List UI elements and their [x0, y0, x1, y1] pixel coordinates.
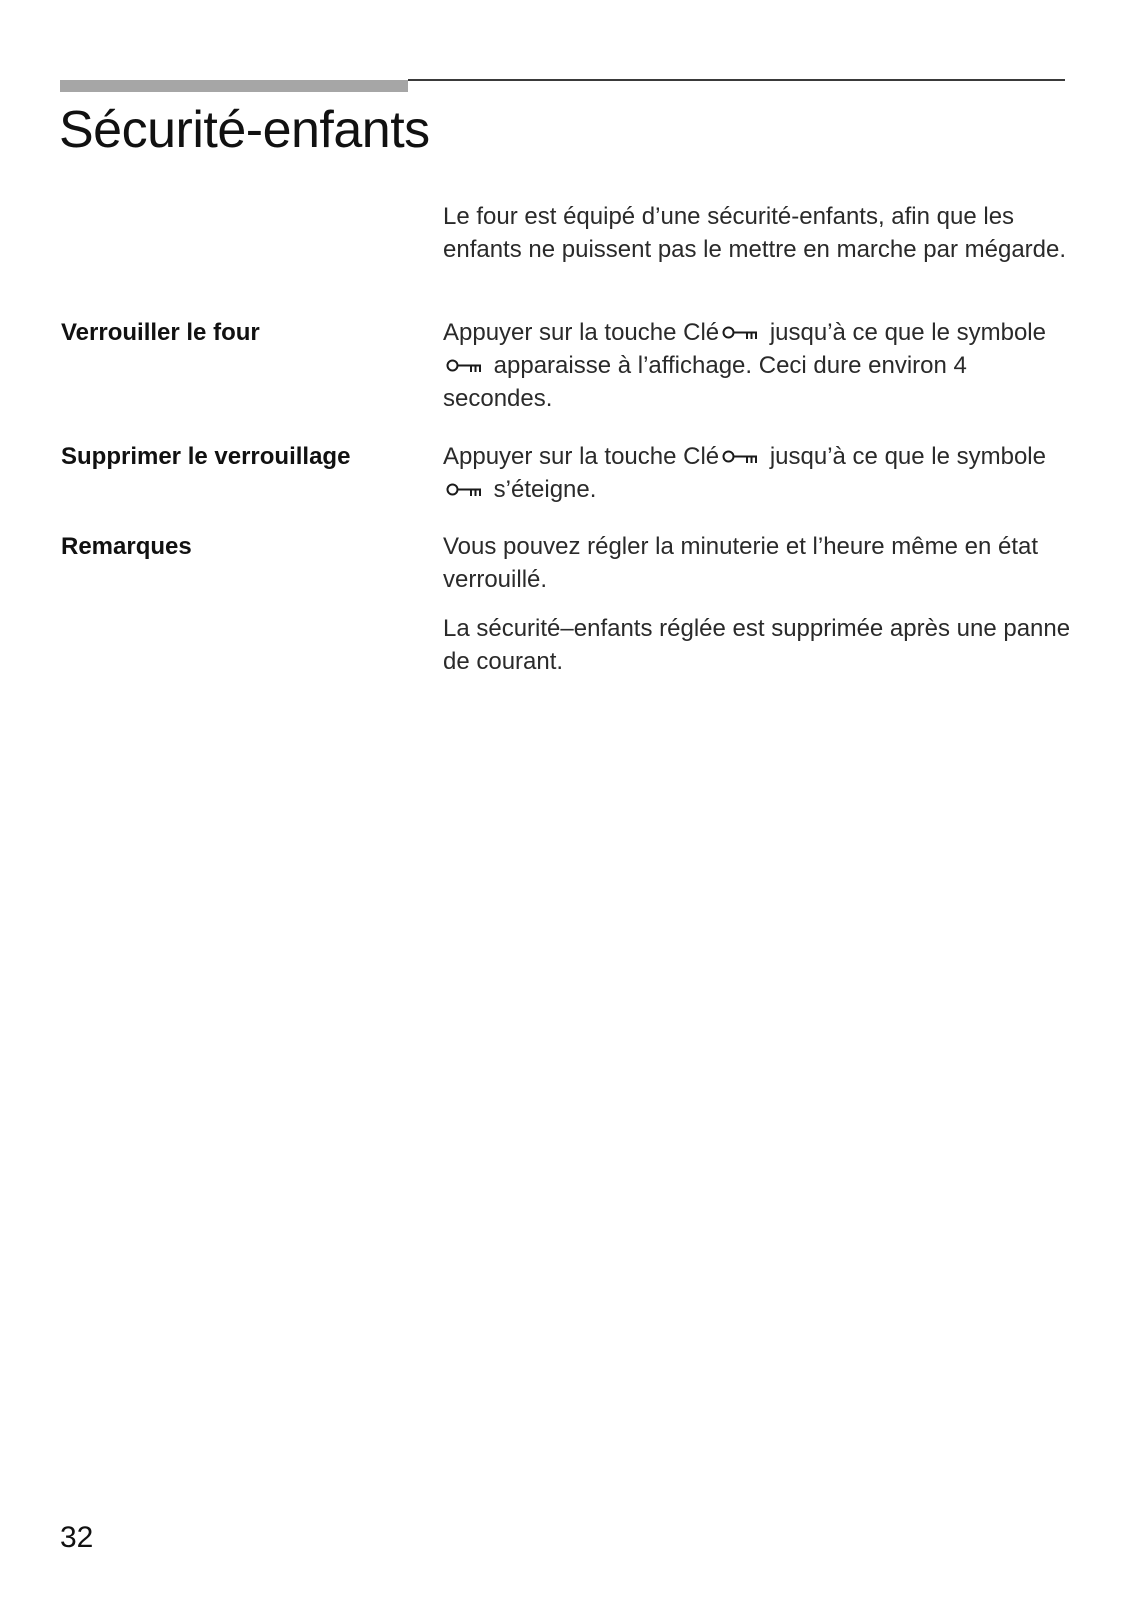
section-label-remarks: Remarques	[61, 533, 192, 560]
remark-paragraph-2: La sécurité–enfants réglée est supprimée après une panne de courant.	[443, 615, 1071, 675]
text-part: s’éteigne.	[487, 476, 597, 503]
key-icon	[722, 449, 759, 464]
text-part: jusqu’à ce que le symbole	[763, 319, 1046, 346]
intro-paragraph: Le four est équipé d’une sécurité-enfants, afin que les enfants ne puissent pas le mettre en marche par mégarde.	[443, 203, 1067, 263]
remark-paragraph-1: Vous pouvez régler la minuterie et l’heure même en état verrouillé.	[443, 533, 1038, 593]
text-part: jusqu’à ce que le symbole	[763, 443, 1046, 470]
section-text-unlock	[443, 440, 1073, 506]
page-title: Sécurité-enfants	[59, 101, 430, 159]
key-icon	[722, 325, 759, 340]
text-part: Appuyer sur la touche Clé	[443, 319, 720, 346]
header-rule-thick	[60, 80, 408, 92]
header-rule-thin	[408, 79, 1065, 81]
key-icon	[446, 482, 483, 497]
text-part: apparaisse à l’affichage. Ceci dure environ 4 secondes.	[443, 352, 967, 412]
section-label-lock: Verrouiller le four	[61, 319, 260, 346]
section-text-lock	[443, 316, 1073, 415]
page-number: 32	[60, 1521, 94, 1554]
key-icon	[446, 358, 483, 373]
section-label-unlock: Supprimer le verrouillage	[61, 443, 351, 470]
text-part: Appuyer sur la touche Clé	[443, 443, 720, 470]
